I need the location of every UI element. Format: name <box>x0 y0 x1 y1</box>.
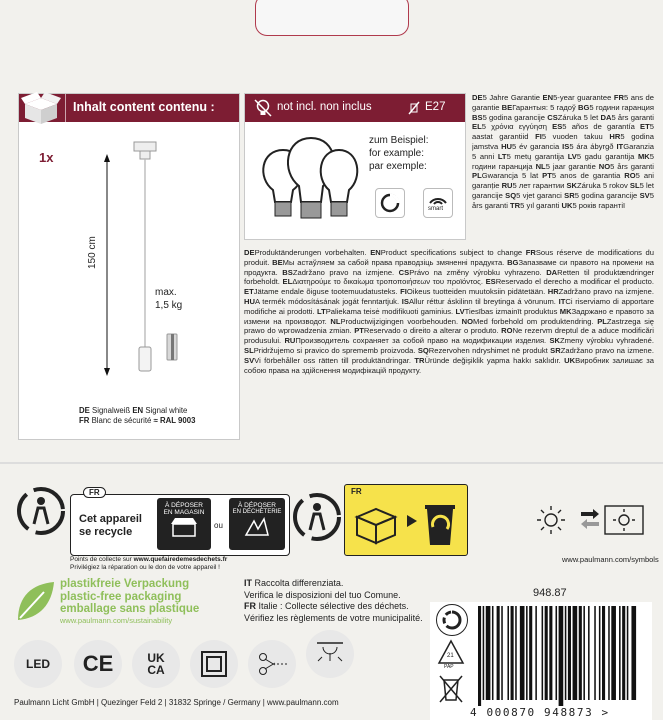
changes-lang: DE <box>244 248 255 257</box>
barcode-bar <box>602 606 605 700</box>
barcode-digits: 4 000870 948873 > <box>470 706 610 719</box>
barcode-bar <box>486 606 491 700</box>
changes-lang: BS <box>282 267 293 277</box>
guarantee-lang: ES <box>552 122 563 132</box>
not-included-label: not incl. non inclus <box>277 101 372 113</box>
ce-badge: CE <box>74 640 122 688</box>
changes-lang: SK <box>549 336 561 346</box>
changes-text: Produktänderungen vorbehalten. <box>254 248 371 257</box>
guarantee-text: Gwarancja 5 lat <box>481 171 543 181</box>
ukca-badge: UK CA <box>132 640 180 688</box>
guarantee-lang: SR <box>564 190 575 200</box>
barcode-bar <box>501 606 503 700</box>
changes-text: Allur réttur áskilinn til breytinga á vörunum. <box>408 296 559 306</box>
guarantee-lang: SL <box>629 181 640 191</box>
barcode-bar <box>599 606 601 700</box>
changes-text: Productwijzigingen voorbehouden. <box>340 316 462 326</box>
guarantee-lang: EL <box>472 122 482 132</box>
changes-lang: FI <box>400 287 407 297</box>
guarantee-lang: DE <box>472 93 483 102</box>
guarantee-text: 5 let garancije <box>472 181 654 200</box>
guarantee-text: 5 ans de garantie <box>472 93 654 112</box>
changes-lang: FR <box>525 248 536 257</box>
changes-lang: BG <box>507 257 519 267</box>
max-load-value: 1,5 kg <box>155 300 183 311</box>
barcode-bar <box>526 606 528 700</box>
guarantee-lang: HR <box>609 132 621 142</box>
divider <box>0 462 663 464</box>
changes-text: Запазваме си правото на промени на продукта. <box>244 257 654 277</box>
guarantee-text: 5 godina garancije <box>482 112 548 122</box>
barcode-bar <box>549 606 552 700</box>
changes-text: A termék módosításának jogát fenntartjuk. <box>254 296 402 306</box>
recycle-person-icon <box>16 486 66 536</box>
changes-text: Zastrzega się prawo do wprowadzenia zmian. <box>244 316 654 336</box>
sorting-text <box>244 578 444 624</box>
barcode-bar <box>608 606 610 700</box>
changes-text: Ci riserviamo di apportare modifiche ai prodotti. <box>244 296 654 316</box>
changes-lang: RO <box>501 326 513 336</box>
not-included-header <box>245 94 465 122</box>
guarantee-text: 5 años de garantía <box>562 122 641 132</box>
changes-lang: HR <box>547 287 559 297</box>
article-number: 948.87 <box>533 587 567 599</box>
guarantee-text: 5 års garanti <box>610 161 654 171</box>
guarantee-lang: PT <box>542 171 552 181</box>
guarantee-lang: RO <box>624 171 636 181</box>
barcode-panel <box>430 602 652 720</box>
changes-text: Tiesības izmainīt produktus <box>464 306 560 316</box>
changes-text: Product specifications subject to change <box>380 248 526 257</box>
barcode-bar <box>483 606 485 700</box>
changes-text: Üründe değişiklik yapma hakkı saklıdır. <box>424 355 565 365</box>
smart-icon <box>423 188 453 218</box>
changes-lang: EN <box>370 248 381 257</box>
guarantee-lang: MK <box>637 151 650 161</box>
guarantee-lang: LT <box>497 151 507 161</box>
guarantee-text: 5 лет гарантии <box>512 181 567 191</box>
guarantee-text: 5 χρόνια εγγύηση <box>481 122 553 132</box>
changes-lang: HU <box>244 296 255 306</box>
guarantee-lang: DA <box>600 112 612 122</box>
barcode-bar <box>545 606 548 700</box>
changes-text: Retten til produktændringer forbeholdt. <box>244 267 654 287</box>
guarantee-text: 5 ani garanție <box>472 171 654 191</box>
guarantee-text: 5 év garancia <box>512 141 563 151</box>
guarantee-lang: BS <box>472 112 483 122</box>
barcode-bar <box>559 606 564 706</box>
guarantee-lang: BE <box>501 102 513 112</box>
guarantee-lang: LV <box>567 151 577 161</box>
barcode-bar <box>579 606 582 700</box>
recycle-title: Cet appareil se recycle <box>79 513 142 538</box>
guarantee-text: Záruka 5 rokov <box>577 181 630 191</box>
guarantee-text: 5 vjet garanci <box>516 190 565 200</box>
shortenable-cable-badge <box>248 640 296 688</box>
barcode-bar <box>529 606 532 700</box>
changes-text: Διατηρούμε το δικαίωμα τροποποιήσεων του προϊόντος. <box>292 277 486 287</box>
arrow-icon <box>403 515 417 527</box>
guarantee-lang: TR <box>510 200 521 210</box>
barcode-bar <box>511 606 514 700</box>
example-text: zum Beispiel: for example: par exemple: <box>369 135 429 172</box>
guarantee-text: 5 anos de garantia <box>551 171 625 181</box>
changes-text: Právo na změny výrobku vyhrazeno. <box>409 267 547 277</box>
recycle-main-box <box>70 488 290 556</box>
guarantee-lang: PL <box>472 171 482 181</box>
guarantee-lang: BG <box>578 102 590 112</box>
guarantee-text: 5 års garanti <box>472 190 654 210</box>
changes-lang: IS <box>401 296 409 306</box>
triman-block <box>292 484 468 556</box>
changes-lang: PL <box>597 316 607 326</box>
changes-text: Zmeny výrobku vyhradené. <box>560 336 654 346</box>
changes-text: Jätame endale õiguse tootemuudatusteks. <box>253 287 401 297</box>
sustainability-url: www.paulmann.com/sustainability <box>60 616 173 625</box>
guarantee-text: Гарантыя: 5 гадоў <box>512 102 579 112</box>
pendant-cord-drawing <box>97 132 227 382</box>
changes-text: Pridržujemo si pravico do sprememb proizvoda. <box>253 345 418 355</box>
changes-text: Reservado o direito a alterar o produto. <box>363 326 502 336</box>
dimmer-icon <box>375 188 405 218</box>
changes-lang: TR <box>414 355 425 365</box>
changes-text: Vi förbehåller oss rätten till produktändringar. <box>254 355 415 365</box>
guarantee-lang: IT <box>616 141 624 151</box>
footer-address: Paulmann Licht GmbH | Quezinger Feld 2 | 31832 Springe / Germany | www.paulmann.com <box>14 698 339 707</box>
changes-text: Задржано е правото за измени на производот. <box>244 306 654 326</box>
barcode-bar <box>568 606 571 700</box>
barcode-bar <box>627 606 629 700</box>
sorting-line: FR Italie : Collecte sélective des déchets. <box>244 601 409 611</box>
fr-tag: FR <box>83 487 106 498</box>
barcode-bar <box>492 606 494 700</box>
box-icon <box>21 92 61 126</box>
changes-lang: BE <box>272 257 283 267</box>
guarantee-text: 5 Jahre Garantie <box>482 93 543 102</box>
plastic-free-block <box>14 578 234 628</box>
symbols-url: www.paulmann.com/symbols <box>562 555 659 564</box>
guarantee-text: 5 aastat garantiid <box>472 122 654 142</box>
guarantee-text: 5 jaar garantie <box>545 161 599 171</box>
changes-text: Ne rezervm dreptul de a aduce modificări produsului. <box>244 326 654 346</box>
changes-lang: LT <box>317 306 326 316</box>
changes-lang: UK <box>564 355 576 365</box>
green-dot-icon <box>436 604 468 636</box>
barcode-bar <box>631 606 636 700</box>
max-load <box>155 286 182 312</box>
collection-note: Points de collecte sur www.quefairedemesdechets.fr Privilégiez la réparation ou le don de votre appareil ! <box>70 556 228 571</box>
changes-lang: NO <box>461 316 474 326</box>
guarantee-lang: ET <box>640 122 650 132</box>
barcode-bar <box>622 606 625 700</box>
guarantee-text: 5 yıl garanti <box>520 200 562 210</box>
changes-text: Sous réserve de modifications du produit. <box>244 248 654 267</box>
guarantee-lang: CS <box>547 112 558 122</box>
barcode-bar <box>583 606 585 700</box>
guarantee-text: Garanzia 5 anni <box>472 141 654 161</box>
changes-lang: DA <box>546 267 558 277</box>
guarantee-text: 5 vuoden takuu <box>541 132 610 142</box>
barcode-bar <box>611 606 616 700</box>
guarantee-lang: EN <box>542 93 554 102</box>
guarantee-lang: SQ <box>505 190 517 200</box>
guarantee-text: 5 års garanti <box>611 112 654 122</box>
barcode-bar <box>565 606 567 700</box>
changes-text: Paliekama teisė modifikuoti gaminius. <box>325 306 456 316</box>
changes-text: Rezervohen ndryshimet në produkt <box>428 345 551 355</box>
changes-lang: SV <box>244 355 255 365</box>
guarantee-text: 5 години гаранция <box>589 102 654 112</box>
yellow-bin-icon <box>421 499 459 547</box>
socket-icon <box>407 100 421 116</box>
color-info: DE Signalweiß EN Signal white FR Blanc de sécurité ≈ RAL 9003 <box>79 406 196 425</box>
packaging-icon <box>353 501 399 545</box>
length-label: 150 cm <box>87 236 98 269</box>
barcode-bar <box>594 606 596 700</box>
plastic-free-text: plastikfreie Verpackung plastic-free packaging emballage sans plastique <box>60 578 200 615</box>
changes-lang: NL <box>330 316 341 326</box>
changes-lang: PT <box>354 326 364 336</box>
recycle-label: PAP <box>444 664 454 670</box>
guarantee-lang: FR <box>613 93 624 102</box>
barcode-bar <box>507 606 509 700</box>
changes-lang: SR <box>550 345 561 355</box>
product-changes-text <box>244 248 654 428</box>
barcode <box>476 606 646 706</box>
changes-text: Reservado el derecho a modificar el producto. <box>495 277 654 287</box>
changes-lang: SQ <box>417 345 429 355</box>
changes-text: Med forbehold om produktendring. <box>473 316 598 326</box>
sorting-line: IT Raccolta differenziata. <box>244 578 344 588</box>
guarantee-lang: NL <box>535 161 546 171</box>
guarantee-text: 5 godina garancije <box>574 190 640 200</box>
guarantee-lang: SK <box>566 181 578 191</box>
led-badge: LED <box>14 640 62 688</box>
guarantee-text <box>472 93 654 243</box>
guarantee-text: 5-year guarantee <box>553 93 614 102</box>
barcode-bar <box>478 606 481 706</box>
barcode-bar <box>515 606 517 700</box>
changes-lang: RU <box>284 336 296 346</box>
barcode-bar <box>573 606 578 700</box>
barcode-bar <box>520 606 525 700</box>
guarantee-text: 5 metų garantija <box>506 151 568 161</box>
sorting-line: Verifica le disposizioni del tuo Comune. <box>244 589 401 600</box>
smart-label: smart <box>428 206 443 212</box>
guarantee-lang: HU <box>501 141 513 151</box>
guarantee-text: 5 років гарантії <box>572 200 626 210</box>
guarantee-lang: UK <box>561 200 573 210</box>
bulbs-illustration <box>253 130 373 230</box>
guarantee-lang: NO <box>598 161 611 171</box>
changes-lang: ET <box>244 287 254 297</box>
guarantee-text: 5 години гаранција <box>472 151 654 171</box>
hang-hole <box>255 0 409 36</box>
no-bulb-icon <box>253 98 273 118</box>
recycle-block <box>16 486 286 566</box>
triman-icon <box>292 492 342 542</box>
content-header <box>19 94 239 122</box>
changes-text: Мы астаўляем за сабой права праводзіць змяненні прадукта. <box>282 257 508 267</box>
guarantee-text: Záruka 5 let <box>557 112 601 122</box>
guarantee-lang: RU <box>501 181 513 191</box>
changes-lang: IT <box>558 296 566 306</box>
drop-store-box: À DÉPOSER EN MAGASIN <box>157 498 211 550</box>
changes-text: Zadržano pravo na izmjene. <box>558 287 654 297</box>
changes-text: Oikeus tuotteiden muutoksiin pidätetään. <box>406 287 548 297</box>
changes-lang: MK <box>559 306 572 316</box>
content-panel <box>18 93 240 440</box>
ceiling-mount-badge <box>306 630 354 678</box>
sorting-box <box>344 484 468 556</box>
changes-text: Виробник залишає за собою права на здійснення модифікацій продукту. <box>244 355 654 375</box>
changes-lang: ES <box>485 277 496 287</box>
or-label: ou <box>214 521 223 530</box>
barcode-bar <box>556 606 558 700</box>
guarantee-text: 5 godina jamstva <box>472 132 654 151</box>
max-load-label: max. <box>155 287 177 298</box>
content-header-label: Inhalt content contenu : <box>73 100 215 114</box>
weee-bin-icon <box>438 674 464 704</box>
changes-lang: CS <box>398 267 410 277</box>
changes-text: Производитель сохраняет за собой право на модификации изделия. <box>295 336 550 346</box>
barcode-bar <box>497 606 500 700</box>
guarantee-lang: SV <box>639 190 650 200</box>
sorting-line: Vérifiez les règlements de votre municipalité. <box>244 612 423 623</box>
waste-center-icon <box>242 515 272 537</box>
class-ii-badge <box>190 640 238 688</box>
barcode-bar <box>588 606 590 700</box>
barcode-bar <box>535 606 537 700</box>
recycle-code: 21 <box>447 653 454 659</box>
not-included-panel <box>244 93 466 240</box>
bulb-type: E27 <box>425 101 446 113</box>
changes-lang: SL <box>244 345 254 355</box>
drop-center-box: À DÉPOSER EN DÉCHÈTERIE <box>229 498 285 550</box>
guarantee-lang: FI <box>535 132 542 142</box>
quantity: 1x <box>39 150 54 165</box>
barcode-bar <box>619 606 621 700</box>
leaf-icon <box>14 580 56 624</box>
guarantee-text: 5 gadu garantija <box>576 151 638 161</box>
guarantee-lang: IS <box>562 141 570 151</box>
changes-text: Zadržano pravo na izmjene. <box>292 267 399 277</box>
fr-tag-2: FR <box>351 487 362 496</box>
changes-lang: EL <box>282 277 293 287</box>
changes-lang: LV <box>455 306 465 316</box>
guarantee-text: 5 ára ábyrgð <box>569 141 617 151</box>
store-icon <box>169 516 199 538</box>
changes-text: Zadržano pravo na izmene. <box>560 345 654 355</box>
barcode-bar <box>542 606 544 700</box>
light-sensor-symbols <box>537 500 647 544</box>
